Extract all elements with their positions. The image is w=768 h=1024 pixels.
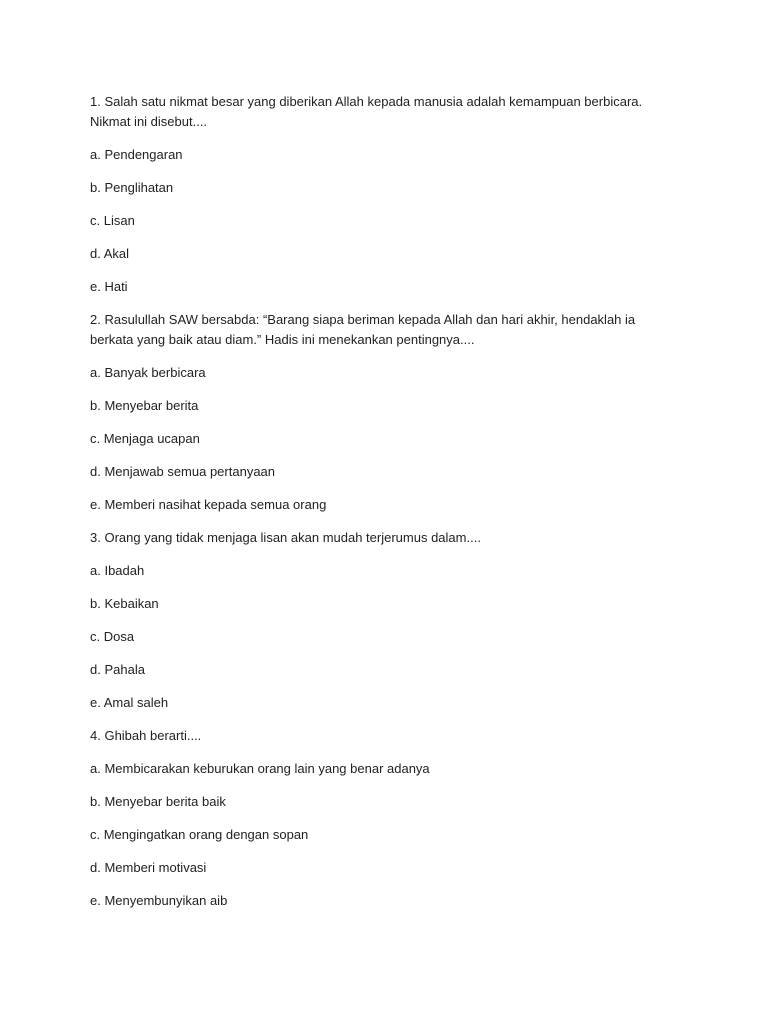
question-4-option-c: c. Mengingatkan orang dengan sopan: [90, 827, 309, 842]
question-2-option-e: e. Memberi nasihat kepada semua orang: [90, 497, 327, 512]
question-3-option-d: d. Pahala: [90, 662, 145, 677]
question-4-option-d: d. Memberi motivasi: [90, 860, 207, 875]
question-4-option-e: e. Menyembunyikan aib: [90, 893, 228, 908]
question-2-option-c: c. Menjaga ucapan: [90, 431, 200, 446]
question-4-option-a: a. Membicarakan keburukan orang lain yang benar adanya: [90, 761, 430, 776]
question-1-option-d: d. Akal: [90, 246, 130, 261]
question-3-option-e: e. Amal saleh: [90, 695, 169, 710]
question-1-option-c: c. Lisan: [90, 213, 135, 228]
question-3-option-c: c. Dosa: [90, 629, 135, 644]
question-1-option-e: e. Hati: [90, 279, 128, 294]
question-4: 4. Ghibah berarti....: [90, 728, 202, 743]
question-3: 3. Orang yang tidak menjaga lisan akan mudah terjerumus dalam....: [90, 530, 481, 545]
question-2-option-a: a. Banyak berbicara: [90, 365, 206, 380]
question-1-option-a: a. Pendengaran: [90, 147, 183, 162]
document-page: [90, 92, 680, 924]
question-2-option-b: b. Menyebar berita: [90, 398, 199, 413]
question-2-option-d: d. Menjawab semua pertanyaan: [90, 464, 276, 479]
question-4-option-b: b. Menyebar berita baik: [90, 794, 226, 809]
question-3-option-a: a. Ibadah: [90, 563, 145, 578]
question-1: 1. Salah satu nikmat besar yang diberikan Allah kepada manusia adalah kemampuan berbicara. Nikmat ini disebut....: [90, 94, 643, 129]
question-3-option-b: b. Kebaikan: [90, 596, 159, 611]
question-2: 2. Rasulullah SAW bersabda: “Barang siapa beriman kepada Allah dan hari akhir, hendaklah ia berkata yang baik atau diam.” Hadis ini menekankan pentingnya....: [90, 312, 636, 347]
question-1-option-b: b. Penglihatan: [90, 180, 174, 195]
